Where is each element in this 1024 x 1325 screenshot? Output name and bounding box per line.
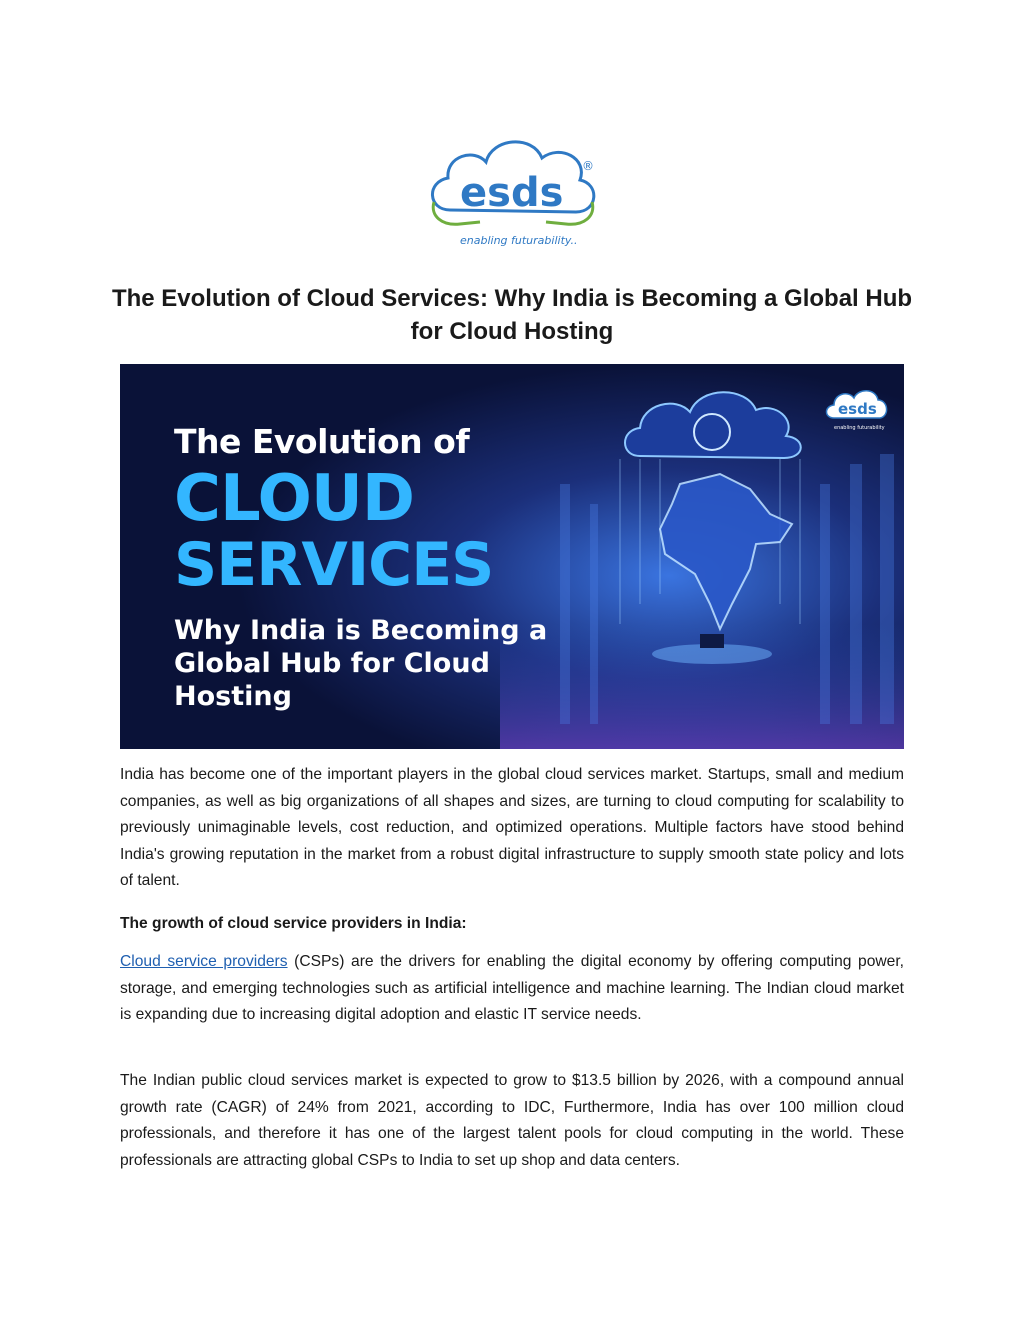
hero-logo-tagline: enabling futurability <box>834 425 885 431</box>
paragraph-market: The Indian public cloud services market is expected to grow to $13.5 billion by 2026, with a compound annual growth rate (CAGR) of 24% from 2021, according to IDC, Furthermore, India has over 100 million cloud professionals, and therefore it has one of the largest talent pools for cloud computing in the world. These professionals are attracting global CSPs to India to set up shop and data centers. <box>120 1072 904 1169</box>
paragraph-intro: India has become one of the important players in the global cloud services market. Startups, small and medium companies, as well as big organizations of all shapes and sizes, are turning to cloud computing for scalability to previously unimaginable levels, cost reduction, and optimized operations. Multiple factors have stood behind India's growing reputation in the market from a robust digital infrastructure to supply smooth state policy and lots of talent. <box>120 766 904 889</box>
hero-esds-logo <box>822 386 892 432</box>
hero-banner <box>120 364 904 749</box>
hero-logo-brand: esds <box>838 400 877 418</box>
cloud-logo-icon <box>420 132 606 252</box>
hero-line-1: The Evolution of <box>174 422 470 461</box>
esds-logo <box>420 132 606 252</box>
hero-line-3: SERVICES <box>174 530 494 600</box>
logo-registered-mark: ® <box>582 159 594 173</box>
paragraph-csp-text: (CSPs) are the drivers for enabling the digital economy by offering computing power, storage, and emerging technologies such as artificial intelligence and machine learning. The Indian cloud market is expanding due to increasing digital adoption and elastic IT service needs. <box>120 953 904 1023</box>
hero-line-2: CLOUD <box>174 462 414 536</box>
section-heading: The growth of cloud service providers in India: <box>120 915 467 932</box>
hero-line-4: Why India is Becoming a Global Hub for Cloud Hosting <box>174 615 548 712</box>
paragraph-csp <box>120 949 904 1029</box>
cloud-service-providers-link[interactable]: Cloud service providers <box>120 953 288 970</box>
logo-tagline: enabling futurability.. <box>460 234 578 247</box>
document-title: The Evolution of Cloud Services: Why India is Becoming a Global Hub for Cloud Hosting <box>111 285 913 345</box>
hero-text-block <box>174 422 614 713</box>
logo-brand: esds <box>460 170 564 216</box>
